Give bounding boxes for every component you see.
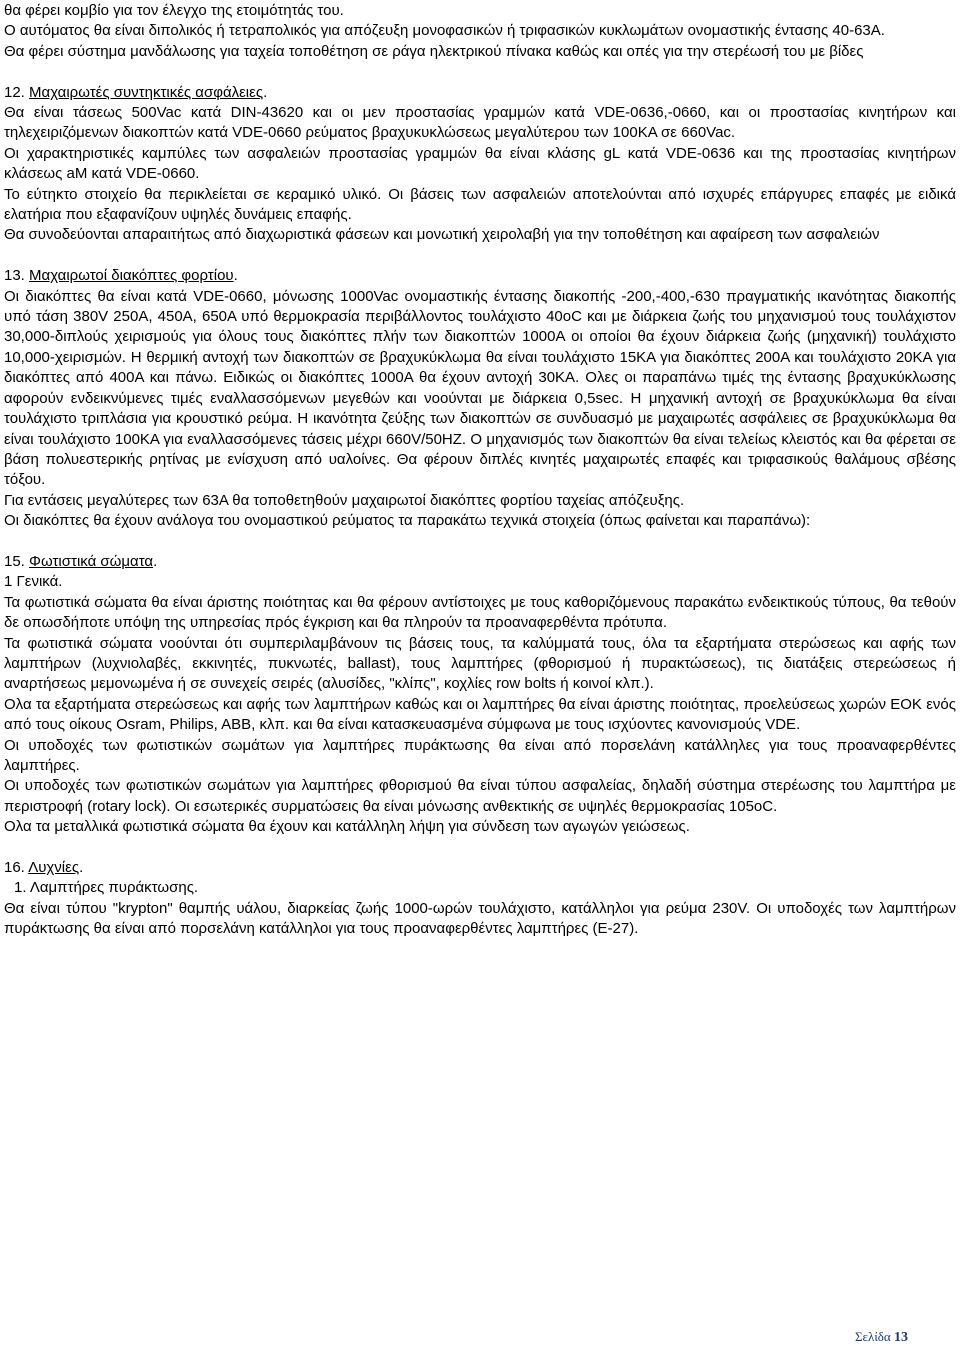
page-label: Σελίδα — [854, 1329, 891, 1344]
page-number: 13 — [894, 1330, 908, 1345]
paragraph: Θα συνοδεύονται απαραιτήτως από διαχωριστικά φάσεων και μονωτική χειρολαβή για την τοποθέτηση και αφαίρεση των ασφαλειών — [4, 226, 880, 244]
section-title-dot: . — [153, 552, 158, 570]
spacer — [4, 246, 956, 266]
section-title-dot: . — [263, 83, 268, 101]
section-title: Λυχνίες — [28, 859, 80, 876]
paragraph: Θα φέρει σύστημα μανδάλωσης για ταχεία τοποθέτηση σε ράγα ηλεκτρικού πίνακα καθώς και οπές για την στερέωσή του με βίδες — [4, 42, 864, 60]
section-heading-12 — [4, 83, 956, 103]
paragraph: Τα φωτιστικά σώματα θα είναι άριστης ποιότητας και θα φέρουν αντίστοιχες με τους καθοριζόμενους παρακάτω ενδεικτικούς τύπους, θα τεθούν δε οπωσδήποτε υπόψη της υπηρεσίας πρός έγκριση και θα πληρούν τα προαναφερθέντα πρότυπα. — [4, 593, 956, 632]
paragraph: θα φέρει κομβίο για τον έλεγχο της ετοιμότητάς του. — [4, 2, 344, 19]
section-heading-16 — [4, 858, 956, 878]
section-number: 12. — [4, 83, 25, 101]
paragraph: Οι υποδοχές των φωτιστικών σωμάτων για λαμπτήρες φθορισμού θα είναι τύπου ασφαλείας, δηλαδή σύστημα στερέωσης του λαμπτήρα με περιστροφή (rotary lock). Οι εσωτερικές συρματώσεις θα είναι μόνωσης ανθεκτικής σε υψηλές θερμοκρασίας 105oC. — [4, 777, 956, 815]
spacer — [4, 838, 956, 858]
spacer — [4, 62, 956, 82]
section-title-dot: . — [79, 859, 84, 876]
paragraph: Οι υποδοχές των φωτιστικών σωμάτων για λαμπτήρες πυράκτωσης θα είναι από πορσελάνη κατάλληλες για τους προαναφερθέντες λαμπτήρες. — [4, 736, 956, 774]
paragraph: Θα είναι τύπου "krypton" θαμπής υάλου, διαρκείας ζωής 1000-ωρών τουλάχιστο, κατάλληλοι για ρεύμα 230V. Οι υποδοχές των λαμπτήρων πυράκτωσης θα είναι από πορσελάνη κατάλληλοι για τους προαναφερθέντες λαμπτήρες (E-27). — [4, 899, 956, 938]
section-number: 13. — [4, 267, 25, 285]
paragraph: Ο αυτόματος θα είναι διπολικός ή τετραπολικός για απόζευξη μονοφασικών ή τριφασικών κυκλωμάτων ονομαστικής έντασης 40-63Α. — [4, 22, 885, 40]
section-title: Μαχαιρωτοί διακόπτες φορτίου — [29, 267, 234, 285]
section-title-dot: . — [233, 267, 238, 285]
section-number: 15. — [4, 552, 25, 570]
section-title: Μαχαιρωτές συντηκτικές ασφάλειες — [29, 83, 264, 101]
subsection-title: 1 Γενικά. — [4, 573, 63, 591]
paragraph: Θα είναι τάσεως 500Vac κατά DIN-43620 και οι μεν προστασίας γραμμών κατά VDE-0636,-0660, και οι προστασίας κινητήρων και τηλεχειριζόμενων διακοπτών κατά VDE-0660 ρεύματος βραχυκυκλώσεως μεγαλύτερου των 100ΚΑ σε 660Vac. — [4, 104, 956, 142]
section-number: 16. — [4, 859, 25, 876]
paragraph: Το εύτηκτο στοιχείο θα περικλείεται σε κεραμικό υλικό. Οι βάσεις των ασφαλειών αποτελούνται από ισχυρές επάργυρες επαφές με ειδικά ελατήρια που εξαφανίζουν υψηλές δυνάμεις επαφής. — [4, 185, 956, 224]
page-footer — [855, 1329, 908, 1346]
paragraph: Ολα τα μεταλλικά φωτιστικά σώματα θα έχουν και κατάλληλη λήψη για σύνδεση των αγωγών γειώσεως. — [4, 818, 690, 836]
section-title: Φωτιστικά σώματα — [29, 552, 154, 570]
section-heading-13 — [4, 266, 956, 286]
subsection-title: 1. Λαμπτήρες πυράκτωσης. — [14, 879, 199, 897]
section-heading-15 — [4, 552, 956, 572]
spacer — [4, 532, 956, 552]
paragraph: Οι διακόπτες θα έχουν ανάλογα του ονομαστικού ρεύματος τα παρακάτω τεχνικά στοιχεία (όπως φαίνεται και παραπάνω): — [4, 512, 811, 530]
paragraph: Για εντάσεις μεγαλύτερες των 63Α θα τοποθετηθούν μαχαιρωτοί διακόπτες φορτίου ταχείας απόζευξης. — [4, 491, 685, 509]
paragraph: Ολα τα εξαρτήματα στερεώσεως και αφής των λαμπτήρων καθώς και οι λαμπτήρες θα είναι άριστης ποιότητας, προελεύσεως χωρών ΕΟΚ ενός από τους οίκους Osram, Philips, ABB, κλπ. και θα είναι κατασκευασμένα σύμφωνα με τους ισχύοντες κανονισμούς VDE. — [4, 695, 956, 734]
paragraph: Τα φωτιστικά σώματα νοούνται ότι συμπεριλαμβάνουν τις βάσεις τους, τα καλύμματά τους, όλα τα εξαρτήματα στερώσεως και αφής των λαμπτήρων (λυχνιολαβές, εκκινητές, πυκνωτές, ballast), τους λαμπτήρες (φθορισμού ή πυρακτώσεως), τις διατάξεις στερεώσεως ή αναρτήσεως μεμονωμένα ή σε συνεχείς σειρές (αλυσίδες, "κλίπς", κοχλίες row bolts ή κοινοί κλπ.). — [4, 634, 956, 693]
paragraph: Οι χαρακτηριστικές καμπύλες των ασφαλειών προστασίας γραμμών θα είναι κλάσης gL κατά VDE-0636 και της προστασίας κινητήρων κλάσεως aM κατά VDE-0660. — [4, 144, 956, 183]
paragraph: Οι διακόπτες θα είναι κατά VDE-0660, μόνωσης 1000Vac ονομαστικής έντασης διακοπής -200,-400,-630 πραγματικής ικανότητας διακοπής υπό τάση 380V 250A, 450A, 650A υπό θερμοκρασία περιβάλλοντος τουλάχιστο 40oC και με διάρκεια ζωής του μηχανισμού τους τουλάχιστον 30,000-διπλούς χειρισμούς για όλους τους διακόπτες πλήν των διακοπτών 1000Α οι οποίοι θα έχουν διάρκεια ζωής (μηχανική) τουλάχιστο 10,000-χειρισμών. Η θερμική αντοχή των διακοπτών σε βραχυκύκλωμα θα είναι τουλάχιστο 15ΚΑ για διακόπτες 200Α και τουλάχιστο 20ΚΑ για διακόπτες από 400Α και πάνω. Ειδικώς οι διακόπτες 1000Α θα έχουν αντοχή 30ΚΑ. Ολες οι παραπάνω τιμές της έντασης βραχυκύκλωσης αφορούν ενδεικνύμενες τιμές εναλλασσόμενων μεγεθών και νοούνται με διάρκεια 0,5sec. Η μηχανική αντοχή σε βραχυκύκλωμα θα είναι τουλάχιστο τριπλάσια για κρουστικό ρεύμα. Η ικανότητα ζεύξης των διακοπτών σε συνδυασμό με μαχαιρωτές ασφάλειες σε βραχυκύκλωμα θα είναι τουλάχιστο 100ΚΑ για εναλλασσόμενες τάσεις μέχρι 660V/50HZ. Ο μηχανισμός των διακοπτών θα είναι τελείως κλειστός και θα φέρεται σε βάση πολυεστερικής ρητίνας με ενίσχυση από υαλοίνες. Θα φέρουν διπλές κινητές μαχαιρωτές επαφές και τριφασικούς θαλάμους σβέσης τόξου. — [4, 287, 956, 489]
